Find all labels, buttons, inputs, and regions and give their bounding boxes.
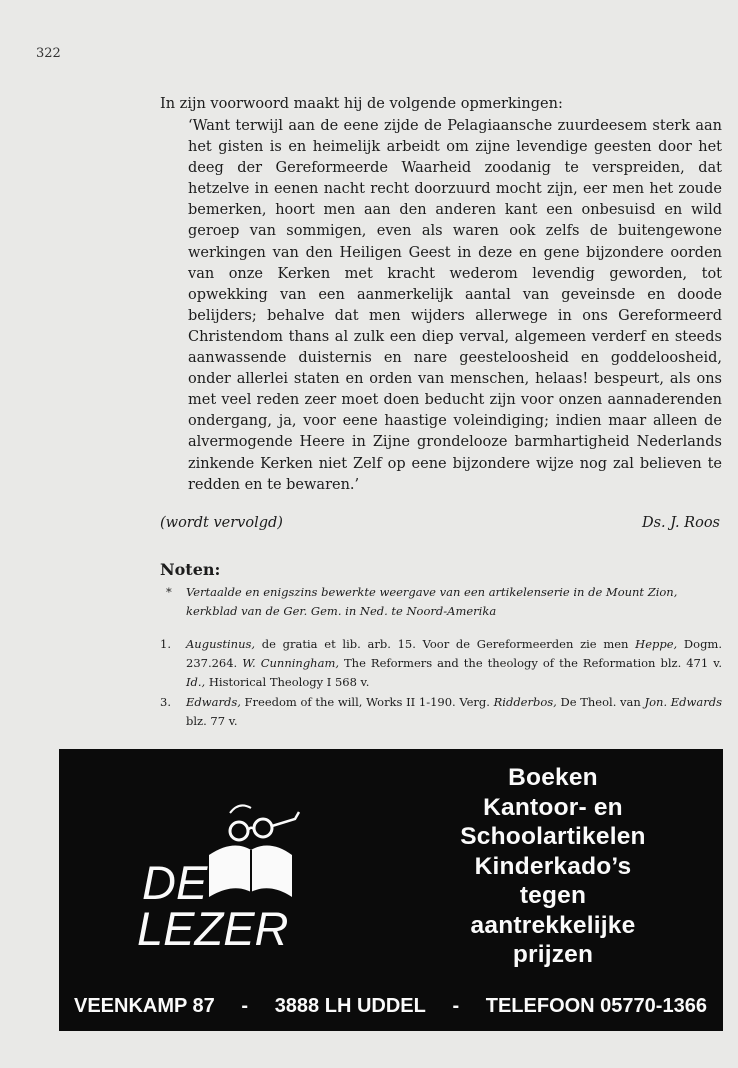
ad-postcode: 3888 LH UDDEL xyxy=(274,995,426,1017)
footnote-number: 1. xyxy=(160,637,171,651)
footnote-author: Augustinus, xyxy=(186,637,256,651)
asterisk-mark: * xyxy=(166,585,172,599)
footnotes xyxy=(160,635,722,732)
to-be-continued: (wordt vervolgd) xyxy=(160,515,283,531)
footnote-author: Edwards, xyxy=(186,695,241,709)
notes-heading: Noten: xyxy=(160,560,221,579)
logo-word-lezer: LEZER xyxy=(137,902,289,955)
ad-separator: - xyxy=(241,995,249,1017)
footnote-item xyxy=(160,693,722,731)
ad-contact-line xyxy=(59,995,723,1018)
page-number: 322 xyxy=(36,46,61,61)
ad-phone: TELEFOON 05770-1366 xyxy=(485,995,707,1017)
footnote-fragment: De Theol. van xyxy=(556,695,645,709)
de-lezer-logo xyxy=(59,749,399,989)
footnote-fragment: Historical Theology I 568 v. xyxy=(205,675,370,689)
ad-line: Schoolartikelen xyxy=(460,823,646,850)
glasses-lens-right xyxy=(254,819,272,837)
footnote-author: Id., xyxy=(186,675,206,689)
ad-line: aantrekkelijke xyxy=(470,911,636,939)
footnote-text xyxy=(186,635,722,692)
footnote-author: Heppe, xyxy=(635,637,678,651)
glasses-lens-left xyxy=(230,822,248,840)
bookstore-advertisement xyxy=(59,749,723,1031)
author-name: Ds. J. Roos xyxy=(641,515,720,531)
ad-slogan xyxy=(411,763,695,970)
footnote-fragment: Dogm. 237.264. xyxy=(186,637,722,670)
article-intro: In zijn voorwoord maakt hij de volgende opmerkingen: xyxy=(160,96,563,112)
ad-line: Boeken xyxy=(508,764,598,791)
translator-note-text: Vertaalde en enigszins bewerkte weergave van een artikelenserie in de Mount Zion, kerkblad van de Ger. Gem. in Ned. te Noord-Amerika xyxy=(186,585,678,618)
footnote-item xyxy=(160,635,722,692)
article-quote: ‘Want terwijl aan de eene zijde de Pelagiaansche zuurdeesem sterk aan het gisten is en heimelijk arbeidt om zijne levendige geesten door het deeg der Gereformeerde Waarheid zoodanig te verspreiden, dat hetzelve in eenen nacht recht doorzuurd mocht zijn, eer men het zoude bemerken, hoort men aan den anderen kant een onbesuisd en wild geroep van sommigen, even als waren ook zelfs de buitengewone werkingen van den Heiligen Geest in deze en gene bijzondere oorden van onze Kerken met kracht wederom levendig geworden, tot opwekking van een aanmerkelijk aantal van geveinsde en doode belijders; behalve dat men wijders allerwege in ons Gereformeerd Christendom thans al zulk een diep verval, algemeen verderf en steeds aanwassende duisternis en nare geesteloosheid en goddeloosheid, onder allerlei staten en orden van menschen, helaas! bespeurt, als ons met veel reden zeer moet doen beducht zijn voor onzen aannaderenden ondergang, ja, voor eene haastige voleindiging; indien maar alleen de alvermogende Heere in Zijne grondelooze barmhartigheid Nederlands zinkende Kerken niet Zelf op eene bijzondere wijze nog zal believen te redden en te bewaren.’ xyxy=(188,118,722,493)
footnote-fragment: Freedom of the will, Works II 1-190. Verg. xyxy=(240,695,494,709)
footnote-fragment: The Reformers and the theology of the Reformation blz. 471 v. xyxy=(339,656,722,670)
footnote-fragment: blz. 77 v. xyxy=(186,714,238,728)
open-book-reading-glasses-icon xyxy=(59,749,399,989)
footnote-author: Ridderbos, xyxy=(493,695,557,709)
ad-line: Kantoor- en xyxy=(483,793,623,821)
translator-note xyxy=(166,583,726,621)
logo-word-de: DE xyxy=(142,856,208,909)
footnote-text xyxy=(186,693,722,731)
footnote-number: 3. xyxy=(160,695,171,709)
ad-line: tegen xyxy=(519,882,587,909)
article-signoff xyxy=(160,515,720,531)
glasses-temple xyxy=(272,812,299,826)
ad-separator: - xyxy=(452,995,460,1017)
ad-street: VEENKAMP 87 xyxy=(74,995,215,1017)
article-body xyxy=(160,94,722,496)
ad-line: prijzen xyxy=(512,941,594,968)
glasses-bridge xyxy=(248,828,254,830)
ad-line: Kinderkado’s xyxy=(474,852,632,880)
glasses-tick xyxy=(230,805,251,813)
footnote-author: W. Cunningham, xyxy=(242,656,339,670)
footnote-fragment: de gratia et lib. arb. 15. Voor de Gereformeerden zie men xyxy=(255,637,636,651)
footnote-author: Jon. Edwards xyxy=(644,695,722,709)
